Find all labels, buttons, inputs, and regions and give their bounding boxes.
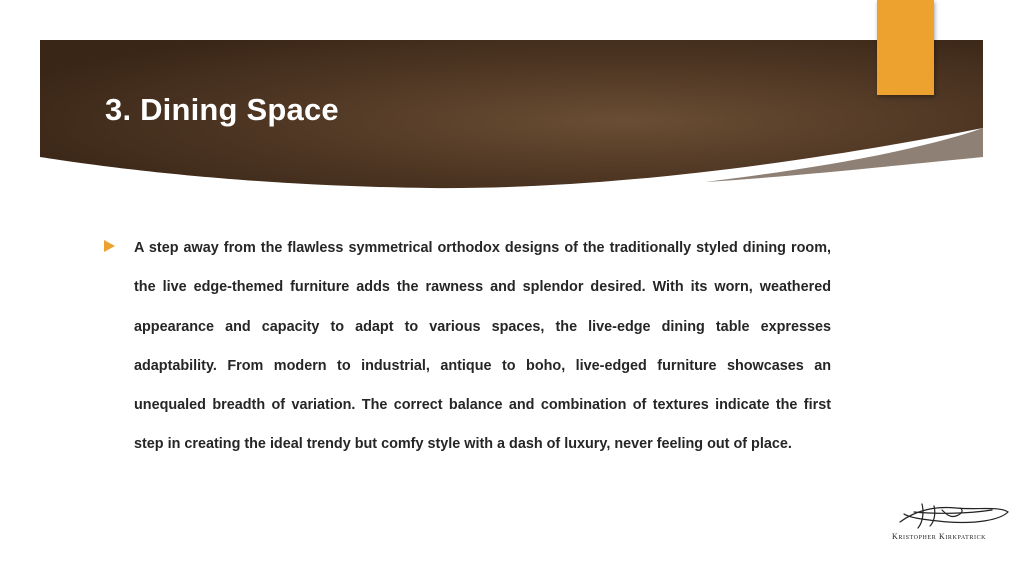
- signature-logo: [892, 500, 1016, 550]
- accent-tab: [877, 0, 934, 95]
- content-area: [104, 229, 831, 465]
- signature-scribble-icon: [896, 500, 1012, 532]
- signature-name: Kristopher Kirkpatrick: [892, 532, 987, 541]
- body-paragraph: A step away from the flawless symmetrical orthodox designs of the traditionally styled dining room, the live edge-themed furniture adds the rawness and splendor desired. With its worn, weathered appearance and capacity to adapt to various spaces, the live-edge dining table expresses adaptability. From modern to industrial, antique to boho, live-edged furniture showcases an unequaled breadth of variation. The correct balance and combination of textures indicate the first step in creating the ideal trendy but comfy style with a dash of luxury, never feeling out of place.: [134, 240, 831, 453]
- triangle-bullet-icon: [104, 240, 115, 252]
- slide-title: 3. Dining Space: [105, 92, 339, 127]
